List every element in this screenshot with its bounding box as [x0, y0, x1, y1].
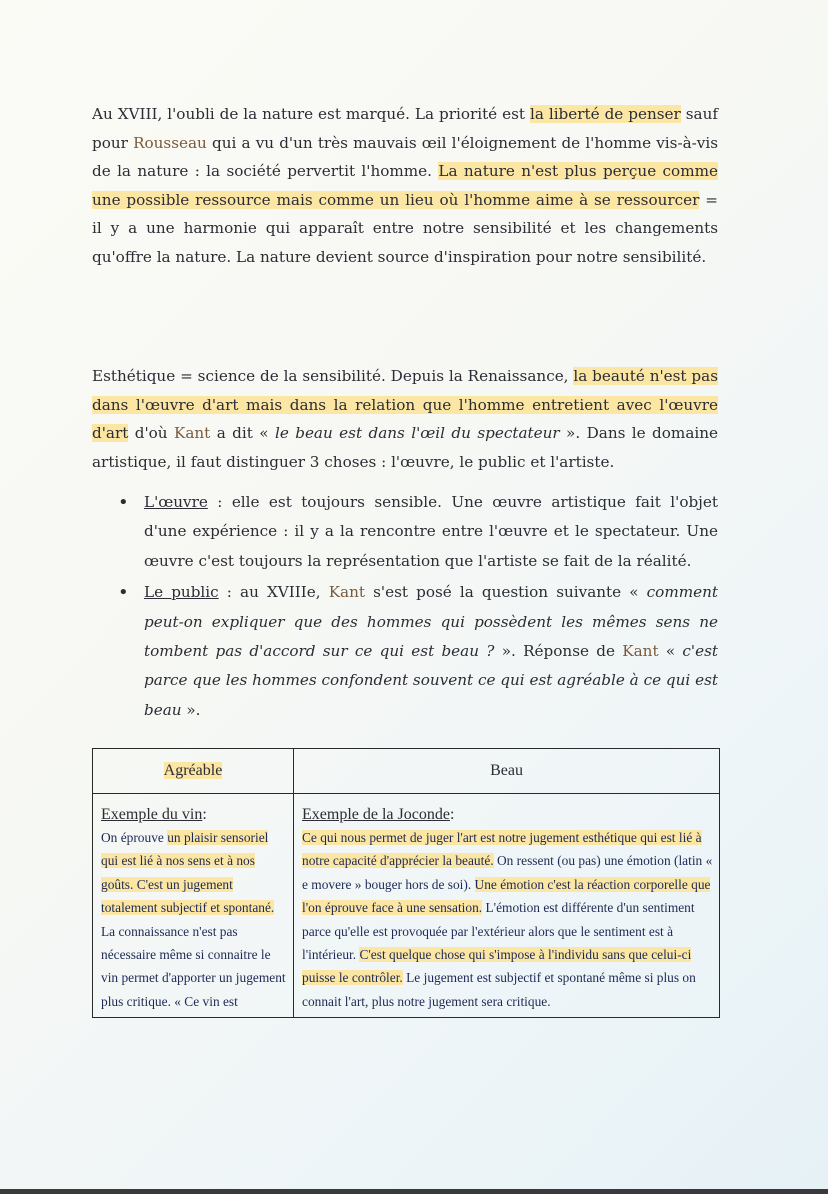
highlight: la liberté de penser: [529, 105, 681, 123]
bullet-public: [112, 578, 718, 725]
text: sauf pour: [92, 105, 718, 152]
cell-text: [302, 826, 713, 1013]
bullet-list: [112, 488, 718, 727]
quote: comment peut-on expliquer que des hommes qui possèdent les mêmes sens ne tombent pas d'accord sur ce qui est beau ?: [144, 583, 718, 661]
author-name: Kant: [622, 642, 659, 661]
text: On ressent (ou pas) une émotion (latin « e movere » bouger hors de soi).: [302, 853, 713, 892]
text: On éprouve: [101, 830, 168, 845]
cell-beau: [294, 794, 720, 1018]
highlight: Ce qui nous permet de juger l'art est notre jugement esthétique qui est lié à notre capacité d'apprécier la beauté.: [302, 830, 702, 869]
term: L'œuvre: [144, 493, 208, 511]
text: «: [658, 642, 683, 661]
text: La connaissance n'est pas nécessaire même si connaitre le vin permet d'apporter un jugement plus critique. « Ce vin est: [101, 923, 286, 1009]
colon: :: [449, 806, 455, 823]
author-name: Rousseau: [133, 133, 207, 152]
text: a dit «: [210, 424, 275, 443]
term: Le public: [144, 583, 219, 602]
table-row: [93, 794, 720, 1018]
example-title-text: Exemple de la Joconde: [302, 806, 450, 823]
text: Au XVIII, l'oubli de la nature est marqué. La priorité est: [92, 105, 530, 123]
text: : au XVIIIe,: [218, 583, 329, 602]
text: = il y a une harmonie qui apparaît entre notre sensibilité et les changements qu'offre la nature. La nature devient source d'inspiration pour notre sensibilité.: [92, 190, 718, 266]
text: Le jugement est subjectif et spontané même si plus on connait l'art, plus notre jugement sera critique.: [302, 970, 696, 1009]
header-beau: [294, 749, 720, 794]
quote: le beau est dans l'œil du spectateur: [274, 424, 560, 443]
example-title: [302, 804, 713, 826]
comparison-table: [92, 748, 720, 1018]
highlight: la beauté n'est pas dans l'œuvre d'art mais dans la relation que l'homme entretient avec l'œuvre d'art: [92, 367, 718, 443]
highlight: La nature n'est plus perçue comme une possible ressource mais comme un lieu où l'homme aime à se ressourcer: [92, 162, 718, 209]
author-name: Kant: [328, 583, 365, 602]
cell-agreable: [93, 794, 294, 1018]
text: ». Réponse de: [494, 642, 623, 661]
header-label: Agréable: [163, 762, 223, 779]
paragraph-esthetique: [92, 362, 718, 476]
text: ». Dans le domaine artistique, il faut distinguer 3 choses : l'œuvre, le public et l'artiste.: [92, 424, 719, 471]
text: : elle est toujours sensible. Une œuvre artistique fait l'objet d'une expérience : il y a la rencontre entre l'œuvre et le spectateur. Une œuvre c'est toujours la représentation que l'artiste se fait de la réalité.: [144, 493, 718, 570]
colon: :: [202, 806, 207, 823]
quote: c'est parce que les hommes confondent souvent ce qui est agréable à ce qui est beau: [144, 642, 718, 719]
highlight: un plaisir sensoriel qui est lié à nos sens et à nos goûts. C'est un jugement totalement subjectif et spontané.: [101, 830, 275, 916]
example-title-text: Exemple du vin: [101, 806, 203, 823]
bullet-oeuvre: [112, 488, 718, 576]
cell-text: [101, 826, 287, 1013]
text: Esthétique = science de la sensibilité. Depuis la Renaissance,: [92, 367, 574, 385]
header-agreable: [93, 749, 294, 794]
highlight: Une émotion c'est la réaction corporelle que l'on éprouve face à une sensation.: [302, 876, 711, 916]
author-name: Kant: [173, 424, 211, 443]
table-header-row: [93, 749, 720, 794]
header-label: Beau: [490, 762, 523, 779]
example-title: [101, 804, 287, 826]
text: d'où: [128, 424, 174, 443]
paragraph-nature: [92, 100, 718, 272]
text: L'émotion est différente d'un sentiment parce qu'elle est provoquée par l'extérieur alors que le sentiment est à l'intérieur.: [302, 900, 695, 963]
text: s'est posé la question suivante «: [365, 583, 647, 602]
text: qui a vu d'un très mauvais œil l'éloignement de l'homme vis-à-vis de la nature : la société pervertit l'homme.: [92, 133, 718, 181]
page-bottom-edge: [0, 1189, 828, 1194]
highlight: C'est quelque chose qui s'impose à l'individu sans que celui-ci puisse le contrôler.: [302, 947, 692, 986]
text: ».: [181, 700, 201, 719]
